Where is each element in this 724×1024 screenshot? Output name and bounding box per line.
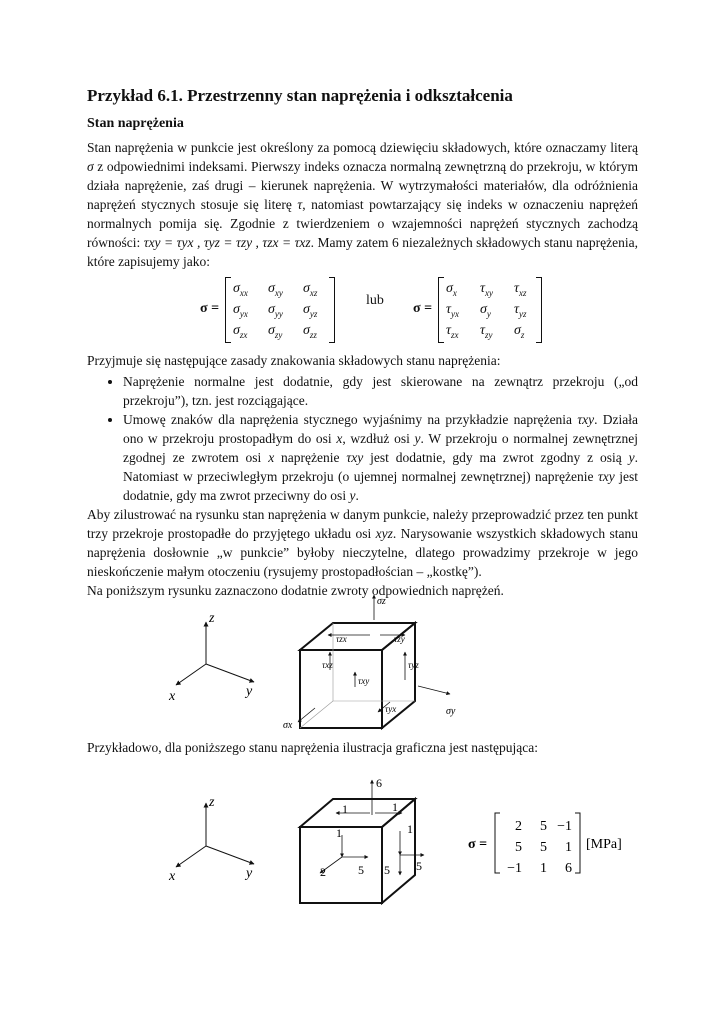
- figure-numeric-example: [150, 775, 630, 905]
- stress-matrix-engineering: [438, 277, 542, 341]
- sign-rules-list: [87, 372, 638, 505]
- figure-positive-stresses: [150, 590, 480, 735]
- matrix-cell: $\tau_{zy}$: [480, 323, 493, 340]
- paragraph-example-intro: Przykładowo, dla poniższego stanu naprężenia ilustracja graficzna jest następująca:: [87, 740, 538, 755]
- matrix-cell: $\sigma_{zz}$: [303, 323, 317, 340]
- matrix-cell: $\sigma_y$: [480, 302, 491, 319]
- paragraph-intro: [87, 138, 638, 271]
- value-top-shear-1: 1: [342, 802, 348, 816]
- axis-z-label: z: [209, 611, 215, 626]
- axis-x-label: x: [169, 689, 176, 704]
- matrix-cell: $\tau_{zx}$: [446, 323, 459, 340]
- matrix-cell: $\tau_{yx}$: [446, 302, 460, 319]
- rule-shear: • Umowę znaków dla naprężenia stycznego wyjaśnimy na przykładzie naprężenia τxy. Działa ono w przekroju prostopadłym do osi x, wzdłuż osi y. W przekroju o normalnej zewnętrznej zgodnej ze zwrotem osi x naprężenie τxy jest dodatnie, gdy ma zwrot zgodny z osią y. Natomiast w przeciwległym przekroju (o ujemnej normalnej zewnętrznej) naprężenie τxy jest dodatnie, gdy ma zwrot przeciwny do osi y.: [123, 410, 638, 505]
- label-tau-xy: τxy: [358, 676, 370, 686]
- matrix-cell: $\sigma_{xy}$: [268, 281, 283, 298]
- page-content: [87, 86, 638, 600]
- label-sigma-y: σy: [446, 706, 456, 717]
- value-front-normal: 2: [320, 865, 326, 879]
- matrix-cell: $\tau_{xz}$: [514, 281, 527, 298]
- value-right-normal: 5: [416, 859, 422, 873]
- matrix-cell: $\sigma_{zy}$: [268, 323, 283, 340]
- matrix-cell: $\sigma_{zx}$: [233, 323, 248, 340]
- matrix-cell: −1: [507, 861, 522, 876]
- matrix-cell: $\sigma_{yz}$: [303, 302, 318, 319]
- axis-z-label: z: [209, 795, 215, 810]
- section-heading: Stan naprężenia: [87, 116, 184, 131]
- text-run: . Mamy zatem 6 niezależnych składowych stanu naprężenia, które zapisujemy jako:: [87, 235, 638, 269]
- axis-y-label: y: [246, 684, 253, 699]
- sigma-symbol: σ: [87, 159, 94, 174]
- numeric-matrix: [468, 813, 622, 876]
- text-run: z odpowiednimi indeksami. Pierwszy indeks oznacza normalną zewnętrzną do przekroju, w którym działa naprężenie, zaś drugi – kierunek naprężenia. W wytrzymałości materiałów, dla odróżnienia naprężeń stycznych stosuje się literę: [87, 159, 638, 212]
- paragraph-figure1-intro: Na poniższym rysunku zaznaczono dodatnie zwroty odpowiednich naprężeń.: [87, 583, 504, 598]
- label-tau-zy: τzy: [394, 634, 405, 644]
- matrix-label: σ =: [200, 301, 220, 316]
- label-sigma-z: σz: [377, 596, 386, 607]
- matrix-cell: $\sigma_{yy}$: [268, 302, 283, 319]
- matrix-cell: 1: [540, 861, 547, 876]
- label-tau-zx: τzx: [336, 634, 347, 644]
- matrix-cell: $\tau_{yz}$: [514, 302, 527, 319]
- matrix-cell: $\sigma_z$: [514, 323, 525, 340]
- matrix-cell: $\sigma_{yx}$: [233, 302, 248, 319]
- axes-2: [176, 803, 254, 867]
- label-sigma-x: σx: [283, 720, 293, 731]
- label-tau-xz: τxz: [322, 660, 333, 670]
- matrix-cell: $\sigma_x$: [446, 281, 457, 298]
- tau-symbol: τ: [297, 197, 303, 212]
- matrix-cell: −1: [557, 819, 572, 834]
- matrix-cell: 2: [515, 819, 522, 834]
- page-title: Przykład 6.1. Przestrzenny stan naprężenia i odkształcenia: [87, 86, 513, 105]
- matrix-unit: [MPa]: [586, 837, 622, 852]
- axes-1: [176, 622, 254, 685]
- matrix-label: σ =: [413, 301, 433, 316]
- matrix-label: σ =: [468, 837, 488, 852]
- matrix-cell: 6: [565, 861, 572, 876]
- matrix-cell: 5: [515, 840, 522, 855]
- matrix-cell: 5: [540, 819, 547, 834]
- value-right-shear: 1: [407, 822, 413, 836]
- matrix-cell: $\tau_{xy}$: [480, 281, 494, 298]
- text-run: Stan naprężenia w punkcie jest określony za pomocą dziewięciu składowych, które oznaczamy literą: [87, 140, 638, 155]
- value-top-normal: 6: [376, 776, 382, 790]
- paragraph-illustration: Aby zilustrować na rysunku stan naprężenia w danym punkcie, należy przeprowadzić przez ten punkt trzy przekroje prostopadłe do przyjętego układu osi xyz. Narysowanie wszystkich składowych stanu naprężenia dosłownie „w punkcie” byłoby nieczytelne, dlatego prowadzimy przekroje w jego nieskończenie małym otoczeniu (rysujemy prostopadłościan – „kostkę”).: [87, 507, 638, 579]
- equality-formula: τxy = τyx , τyz = τzy , τzx = τxz: [143, 235, 311, 250]
- label-tau-yx: τyx: [385, 704, 397, 714]
- cube-2: [300, 799, 415, 903]
- value-right-shear-z: 5: [384, 863, 390, 877]
- rules-intro: Przyjmuje się następujące zasady znakowania składowych stanu naprężenia:: [87, 353, 501, 368]
- matrix-cell: 5: [540, 840, 547, 855]
- value-front-shear-y: 5: [358, 863, 364, 877]
- axis-y-label: y: [246, 866, 253, 881]
- or-label: lub: [366, 293, 384, 308]
- stress-matrices: [87, 277, 638, 347]
- text-run: , natomiast powtarzający się indeks w oznaczeniu naprężeń normalnych pomija się. Zgodnie z twierdzeniem o wzajemności naprężeń stycznych zachodzą równości:: [87, 197, 638, 250]
- axis-x-label: x: [169, 869, 176, 884]
- matrix-cell: $\sigma_{xz}$: [303, 281, 318, 298]
- matrix-cell: 1: [565, 840, 572, 855]
- matrix-cell: $\sigma_{xx}$: [233, 281, 248, 298]
- value-top-shear-2: 1: [392, 800, 398, 814]
- rule-normal: • Naprężenie normalne jest dodatnie, gdy jest skierowane na zewnątrz przekroju („od przekroju”), tzn. jest rozciągające.: [123, 372, 638, 410]
- label-tau-yz: τyz: [408, 660, 419, 670]
- value-front-shear: 1: [336, 826, 342, 840]
- stress-matrix-general: [225, 277, 335, 341]
